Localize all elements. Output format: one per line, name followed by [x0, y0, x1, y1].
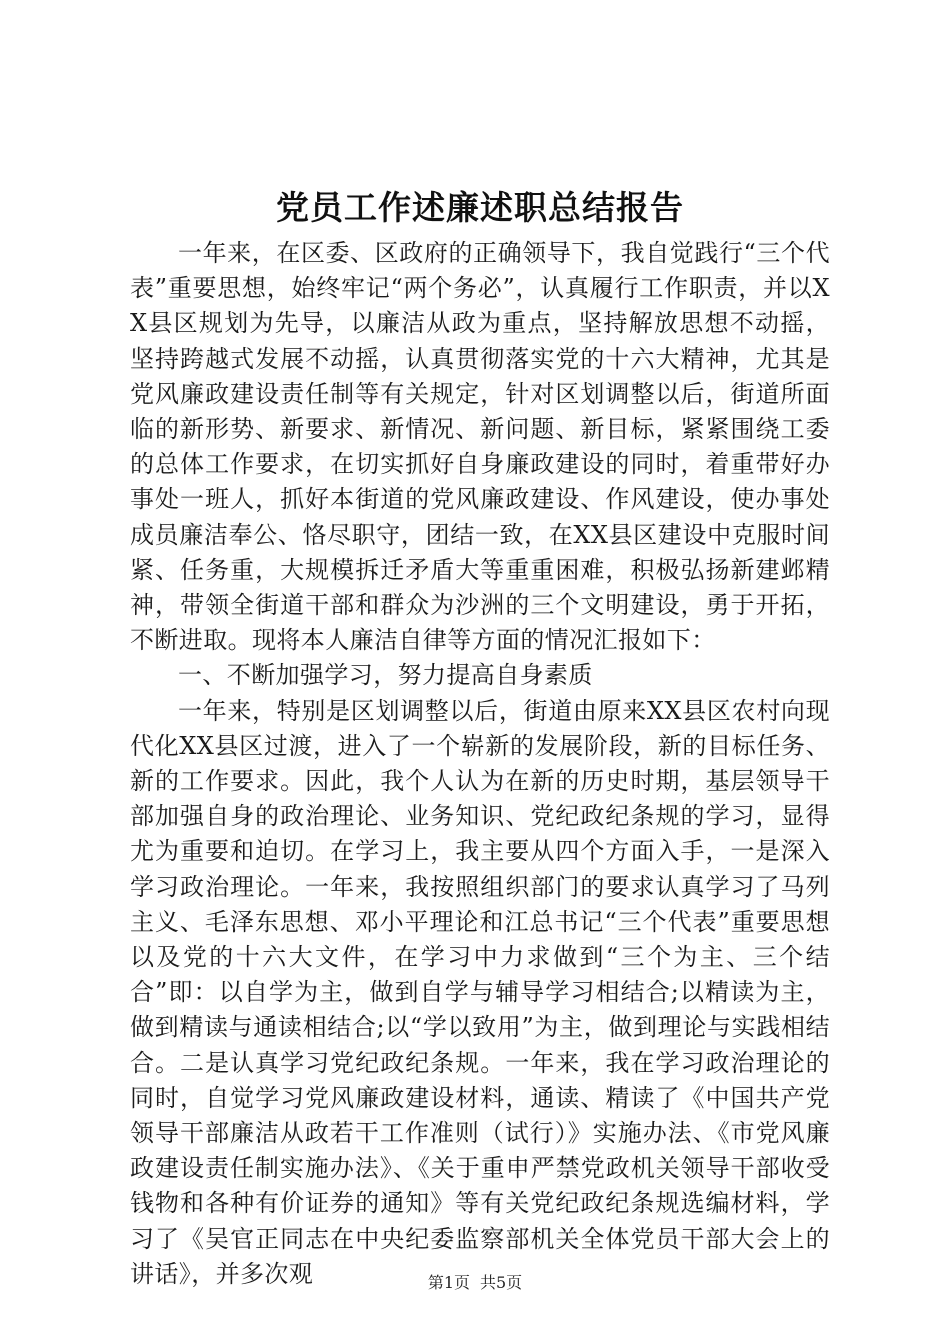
page-total: 共5页 — [480, 1273, 523, 1292]
section-heading-1: 一、不断加强学习，努力提高自身素质 — [178, 661, 593, 690]
paragraph-intro: 一年来，在区委、区政府的正确领导下，我自觉践行“三个代表”重要思想，始终牢记“两个务必”，认真履行工作职责，并以XX县区规划为先导，以廉洁从政为重点，坚持解放思想不动摇，坚持跨越式发展不动摇，认真贯彻落实党的十六大精神，尤其是党风廉政建设责任制等有关规定，针对区划调整以后，街道所面临的新形势、新要求、新情况、新问题、新目标，紧紧围绕工委的总体工作要求，在切实抓好自身廉政建设的同时，着重带好办事处一班人，抓好本街道的党风廉政建设、作风建设，使办事处成员廉洁奉公、恪尽职守，团结一致，在XX县区建设中克服时间紧、任务重，大规模拆迁矛盾大等重重困难，积极弘扬新建邺精神，带领全街道干部和群众为沙洲的三个文明建设，勇于开拓，不断进取。现将本人廉洁自律等方面的情况汇报如下： — [130, 239, 830, 655]
page-footer — [0, 1272, 950, 1294]
document-body — [130, 236, 830, 1292]
page-title: 党员工作述廉述职总结报告 — [276, 188, 684, 227]
page-number: 第1页 — [427, 1273, 470, 1292]
paragraph-study: 一年来，特别是区划调整以后，街道由原来XX县区农村向现代化XX县区过渡，进入了一个崭新的发展阶段，新的目标任务、新的工作要求。因此，我个人认为在新的历史时期，基层领导干部加强自身的政治理论、业务知识、党纪政纪条规的学习，显得尤为重要和迫切。在学习上，我主要从四个方面入手，一是深入学习政治理论。一年来，我按照组织部门的要求认真学习了马列主义、毛泽东思想、邓小平理论和江总书记“三个代表”重要思想以及党的十六大文件，在学习中力求做到“三个为主、三个结合”即：以自学为主，做到自学与辅导学习相结合;以精读为主，做到精读与通读相结合;以“学以致用”为主，做到理论与实践相结合。二是认真学习党纪政纪条规。一年来，我在学习政治理论的同时，自觉学习党风廉政建设材料，通读、精读了《中国共产党领导干部廉洁从政若干工作准则（试行）》实施办法、《市党风廉政建设责任制实施办法》、《关于重申严禁党政机关领导干部收受钱物和各种有价证券的通知》等有关党纪政纪条规选编材料，学习了《吴官正同志在中央纪委监察部机关全体党员干部大会上的讲话》，并多次观 — [130, 696, 830, 1288]
